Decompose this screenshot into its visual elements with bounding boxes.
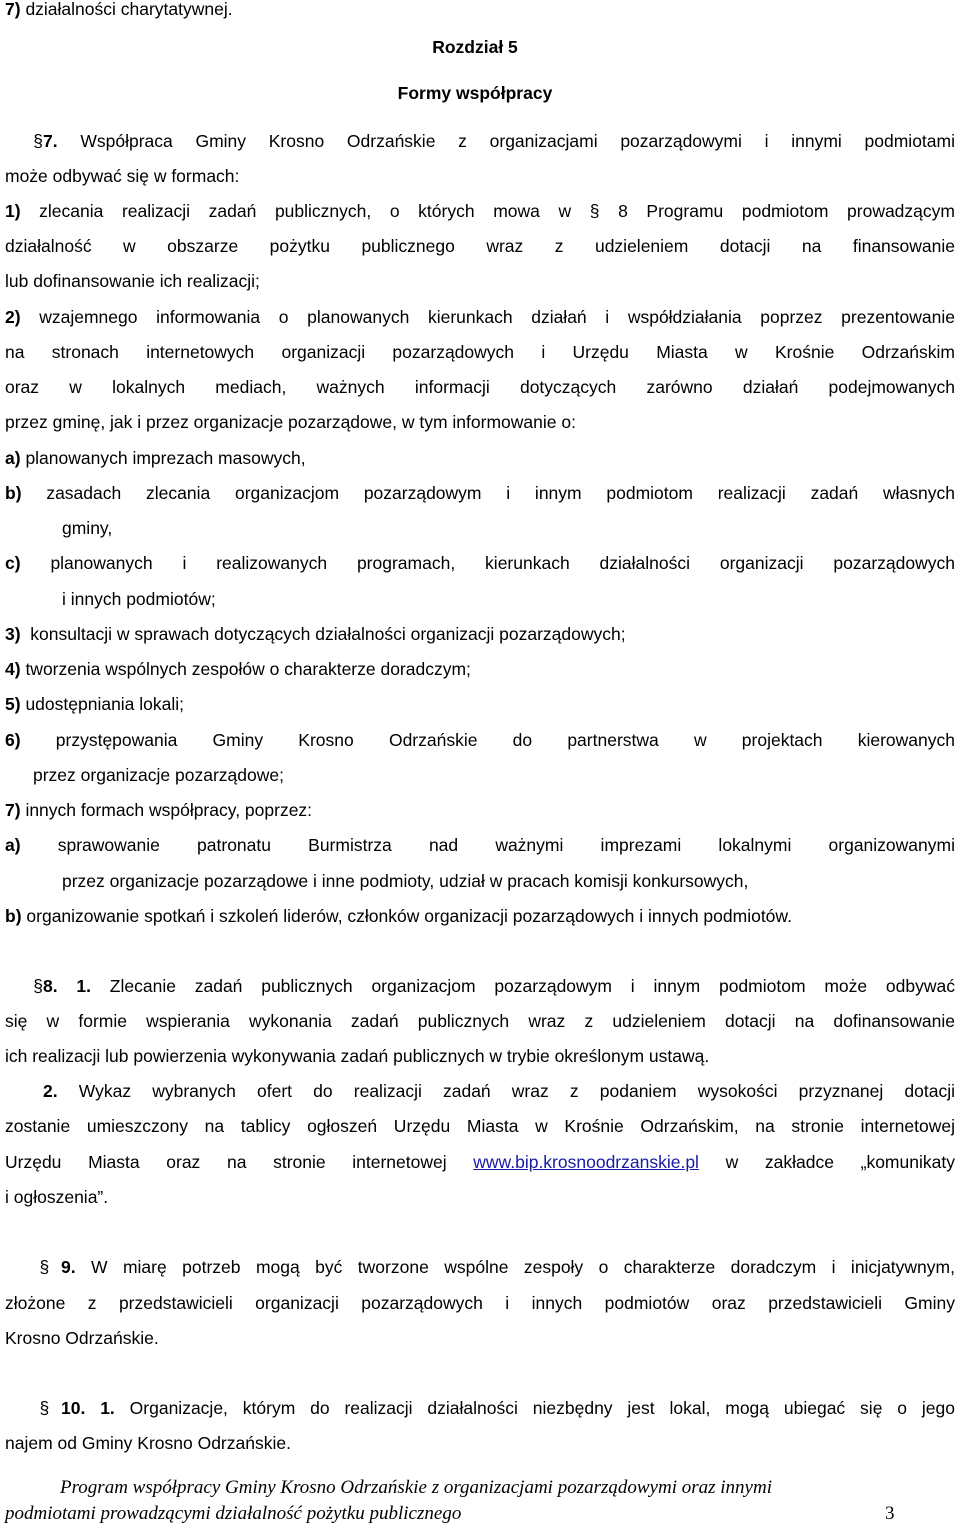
footer-text: podmiotami prowadzącymi działalność pożytku publicznego xyxy=(5,1503,462,1524)
item-text: zlecania realizacji zadań publicznych, o których mowa w xyxy=(39,201,572,221)
item-number: 7) xyxy=(5,800,21,820)
item-number: 5) xyxy=(5,694,21,714)
item-number: 2) xyxy=(5,307,21,327)
item-text: przystępowania Gminy Krosno Odrzańskie do partnerstwa w projektach kierowanych xyxy=(55,730,955,750)
item-text: planowanych i realizowanych programach, kierunkach działalności organizacji pozarządowych xyxy=(50,553,955,573)
list-item-2-line-2: na stronach internetowych organizacji pozarządowych i Urzędu Miasta w Krośnie Odrzańskim xyxy=(5,342,955,362)
paragraph-text: Wykaz wybranych ofert do realizacji zadań wraz z podaniem wysokości przyznanej dotacji xyxy=(78,1081,955,1101)
list-item-6-line-2: przez organizacje pozarządowe; xyxy=(33,765,284,785)
list-item-2 xyxy=(5,306,955,328)
item-number: a) xyxy=(5,448,21,468)
list-item-6 xyxy=(5,729,955,751)
item-number: c) xyxy=(5,553,21,573)
item-number: 6) xyxy=(5,730,21,750)
list-item-1-line-3: lub dofinansowanie ich realizacji; xyxy=(5,271,260,291)
section-8-par-2-line-1 xyxy=(5,1080,955,1102)
item-text: tworzenia wspólnych zespołów o charakterze doradczym; xyxy=(25,659,471,679)
section-8-par-2-line-3 xyxy=(5,1151,955,1173)
section-sign-icon: § xyxy=(589,201,600,221)
paragraph-text: w zakładce „komunikaty xyxy=(725,1152,955,1172)
section-9-line-1 xyxy=(5,1256,955,1278)
section-10-line-2: najem od Gminy Krosno Odrzańskie. xyxy=(5,1433,291,1453)
list-item-1-line-2: działalność w obszarze pożytku publicznego wraz z udzieleniem dotacji na finansowanie xyxy=(5,236,955,256)
section-8-line-2: się w formie wspierania wykonania zadań publicznych wraz z udzieleniem dotacji na dofinansowanie xyxy=(5,1011,955,1031)
list-item-2-line-3: oraz w lokalnych mediach, ważnych informacji dotyczących zarówno działań podejmowanych xyxy=(5,377,955,397)
section-sign-icon: § xyxy=(5,1257,61,1277)
item-text: planowanych imprezach masowych, xyxy=(25,448,306,468)
section-number: 9. xyxy=(61,1257,76,1277)
sub-item-7a xyxy=(5,834,955,856)
section-8-line-1 xyxy=(5,975,955,997)
section-10-line-1 xyxy=(5,1397,955,1419)
list-item-2-line-4: przez gminę, jak i przez organizacje pozarządowe, w tym informowanie o: xyxy=(5,412,576,432)
chapter-subtitle: Formy współpracy xyxy=(397,83,553,103)
list-item-3 xyxy=(5,623,955,645)
item-text: organizowanie spotkań i szkoleń liderów, członków organizacji pozarządowych i innych podmiotów. xyxy=(26,906,792,926)
sub-item-2b-line-2: gminy, xyxy=(62,518,113,538)
item-number: a) xyxy=(5,835,21,855)
sub-item-7b xyxy=(5,905,955,927)
sub-item-2c-line-2: i innych podmiotów; xyxy=(62,589,216,609)
item-number: 1) xyxy=(5,201,21,221)
item-text: innych formach współpracy, poprzez: xyxy=(25,800,313,820)
section-8-par-2-line-2: zostanie umieszczony na tablicy ogłoszeń Urzędu Miasta w Krośnie Odrzańskim, na stronie internetowej xyxy=(5,1116,955,1136)
item-number: 4) xyxy=(5,659,21,679)
item-text: udostępniania lokali; xyxy=(25,694,185,714)
item-text: działalności charytatywnej. xyxy=(25,0,233,19)
item-number: 7) xyxy=(5,0,21,19)
section-number: 7. xyxy=(43,131,58,151)
section-8-line-3: ich realizacji lub powierzenia wykonywania zadań publicznych w trybie określonym ustawą. xyxy=(5,1046,710,1066)
item-number: b) xyxy=(5,483,22,503)
item-text: konsultacji w sprawach dotyczących działalności organizacji pozarządowych; xyxy=(30,624,626,644)
list-item-1 xyxy=(5,200,955,222)
sub-item-2c xyxy=(5,552,955,574)
paragraph-number: 2. xyxy=(43,1081,58,1101)
section-7-line-2: może odbywać się w formach: xyxy=(5,166,240,186)
section-text: Zlecanie zadań publicznych organizacjom pozarządowym i innym podmiotom może odbywać xyxy=(109,976,955,996)
section-text: W miarę potrzeb mogą być tworzone wspólne zespoły o charakterze doradczym i inicjatywnym, xyxy=(91,1257,955,1277)
section-9-line-3: Krosno Odrzańskie. xyxy=(5,1328,159,1348)
sub-item-2b xyxy=(5,482,955,504)
section-8-par-2-line-4: i ogłoszenia”. xyxy=(5,1187,109,1207)
list-item-5 xyxy=(5,693,955,715)
item-number: 3) xyxy=(5,624,21,644)
section-sign-icon: § xyxy=(5,131,43,151)
section-sign-icon: § xyxy=(5,976,43,996)
item-text: zasadach zlecania organizacjom pozarządowym i innym podmiotom realizacji zadań własnych xyxy=(46,483,955,503)
footer-line-2 xyxy=(5,1502,955,1526)
list-item xyxy=(5,0,955,20)
item-number: b) xyxy=(5,906,22,926)
list-item-7 xyxy=(5,799,955,821)
section-sign-icon: § xyxy=(5,1398,61,1418)
item-text: sprawowanie patronatu Burmistrza nad ważnymi imprezami lokalnymi organizowanymi xyxy=(57,835,955,855)
section-number: 10. 1. xyxy=(61,1398,115,1418)
item-text: wzajemnego informowania o planowanych kierunkach działań i współdziałania poprzez prezentowanie xyxy=(39,307,955,327)
chapter-title: Rozdział 5 xyxy=(432,37,518,57)
page-number: 3 xyxy=(885,1503,895,1524)
section-text: Współpraca Gminy Krosno Odrzańskie z organizacjami pozarządowymi i innymi podmiotami xyxy=(80,131,955,151)
footer-line-1: Program współpracy Gminy Krosno Odrzańskie z organizacjami pozarządowymi oraz innymi xyxy=(60,1477,772,1498)
item-text: 8 Programu podmiotom prowadzącym xyxy=(618,201,955,221)
section-7-line-1 xyxy=(5,130,955,152)
section-text: Organizacje, którym do realizacji działalności niezbędny jest lokal, mogą ubiegać się o jego xyxy=(129,1398,955,1418)
section-9-line-2: złożone z przedstawicieli organizacji pozarządowych i innych podmiotów oraz przedstawicieli Gminy xyxy=(5,1293,955,1313)
section-number: 8. 1. xyxy=(43,976,91,996)
sub-item-7a-line-2: przez organizacje pozarządowe i inne podmioty, udział w pracach komisji konkursowych, xyxy=(62,871,749,891)
bip-link[interactable]: www.bip.krosnoodrzanskie.pl xyxy=(473,1152,699,1172)
paragraph-text: Urzędu Miasta oraz na stronie internetowej xyxy=(5,1152,447,1172)
sub-item-2a xyxy=(5,447,955,469)
list-item-4 xyxy=(5,658,955,680)
